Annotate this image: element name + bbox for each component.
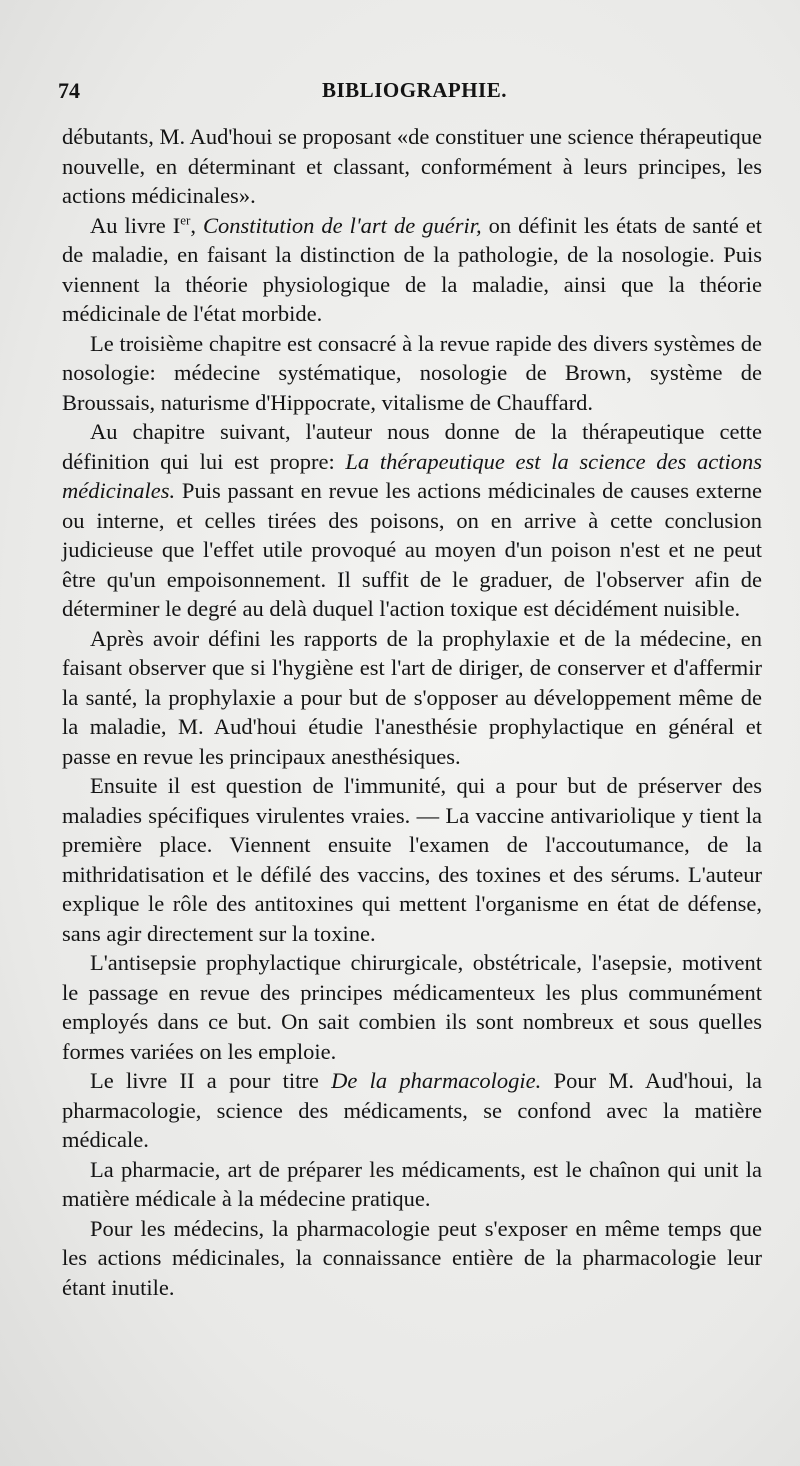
text-run: La pharmacie, art de préparer les médicaments, est le chaînon qui unit la matière médicale à la médecine pratique. — [62, 1156, 762, 1211]
text-run: Ensuite il est question de l'immunité, qui a pour but de préserver des maladies spécifiques virulentes vraies. — La vaccine antivariolique y tient la première place. Viennent ensuite l'examen de l'accoutumance, de la mithridatisation et le défilé des vaccins, des toxines et des sérums. L'auteur explique le rôle des antitoxines qui mettent l'organisme en état de défense, sans agir directement sur la toxine. — [62, 773, 762, 946]
paragraph — [62, 1214, 762, 1303]
text-run: , — [190, 212, 204, 238]
text-run: Puis passant en revue les actions médicinales de causes externe ou interne, et celles tirées des poisons, on en arrive à cette conclusion judicieuse que l'effet utile provoqué au moyen d'un poison n'est et ne peut être qu'un empoisonnement. Il suffit de le graduer, de l'observer afin de déterminer le degré au delà duquel l'action toxique est décidément nuisible. — [62, 478, 762, 621]
text-run: on définit les états de santé et de maladie, en faisant la distinction de la pathologie, de la nosologie. Puis viennent la théorie physiologique de la maladie, ainsi que la théorie médicinale de l'état morbide. — [62, 212, 762, 326]
text-run: L'antisepsie prophylactique chirurgicale, obstétricale, l'asepsie, motivent le passage en revue des principes médicamenteux les plus communément employés dans ce but. On sait combien ils sont nombreux et sous quelles formes variées on les emploie. — [62, 950, 762, 1064]
superscript-text: er — [180, 212, 191, 227]
running-title: BIBLIOGRAPHIE. — [322, 78, 507, 102]
italic-text: De la pharmacologie. — [331, 1068, 542, 1093]
paragraph — [62, 771, 762, 948]
paragraph — [62, 211, 762, 329]
paragraph — [62, 1155, 762, 1214]
text-run: Pour les médecins, la pharmacologie peut s'exposer en même temps que les actions médicinales, la connaissance entière de la pharmacologie leur étant inutile. — [62, 1215, 762, 1300]
italic-text: La thérapeutique est la science des actions médicinales. — [62, 448, 762, 503]
running-head — [0, 78, 800, 108]
paragraph — [62, 417, 762, 624]
paragraph — [62, 329, 762, 418]
text-run: Au livre I — [90, 212, 181, 238]
text-run: Au chapitre suivant, l'auteur nous donne de la thérapeutique cette définition qui lui est propre: — [62, 419, 762, 474]
text-run: Le troisième chapitre est consacré à la revue rapide des divers systèmes de nosologie: médecine systématique, nosologie de Brown, système de Broussais, naturisme d'Hippocrate, vitalisme de Chauffard. — [62, 330, 762, 415]
italic-text: Constitution de l'art de guérir, — [203, 212, 482, 238]
text-run: débutants, M. Aud'houi se proposant «de constituer une science thérapeutique nouvelle, en déterminant et classant, conformément à leurs principes, les actions médicinales». — [62, 124, 762, 208]
paragraph — [62, 1066, 762, 1155]
paragraph — [62, 122, 762, 211]
body-text — [62, 122, 762, 1302]
paragraph — [62, 948, 762, 1066]
text-run: Pour M. Aud'houi, la pharmacologie, science des médicaments, se confond avec la matière médicale. — [62, 1068, 762, 1152]
page-number: 74 — [58, 78, 80, 103]
paragraph — [62, 624, 762, 772]
text-run: Après avoir défini les rapports de la prophylaxie et de la médecine, en faisant observer que si l'hygiène est l'art de diriger, de conserver et d'affermir la santé, la prophylaxie a pour but de s'opposer au développement même de la maladie, M. Aud'houi étudie l'anesthésie prophylactique en général et passe en revue les principaux anesthésiques. — [62, 625, 762, 769]
text-run: Le livre II a pour titre — [90, 1068, 332, 1093]
